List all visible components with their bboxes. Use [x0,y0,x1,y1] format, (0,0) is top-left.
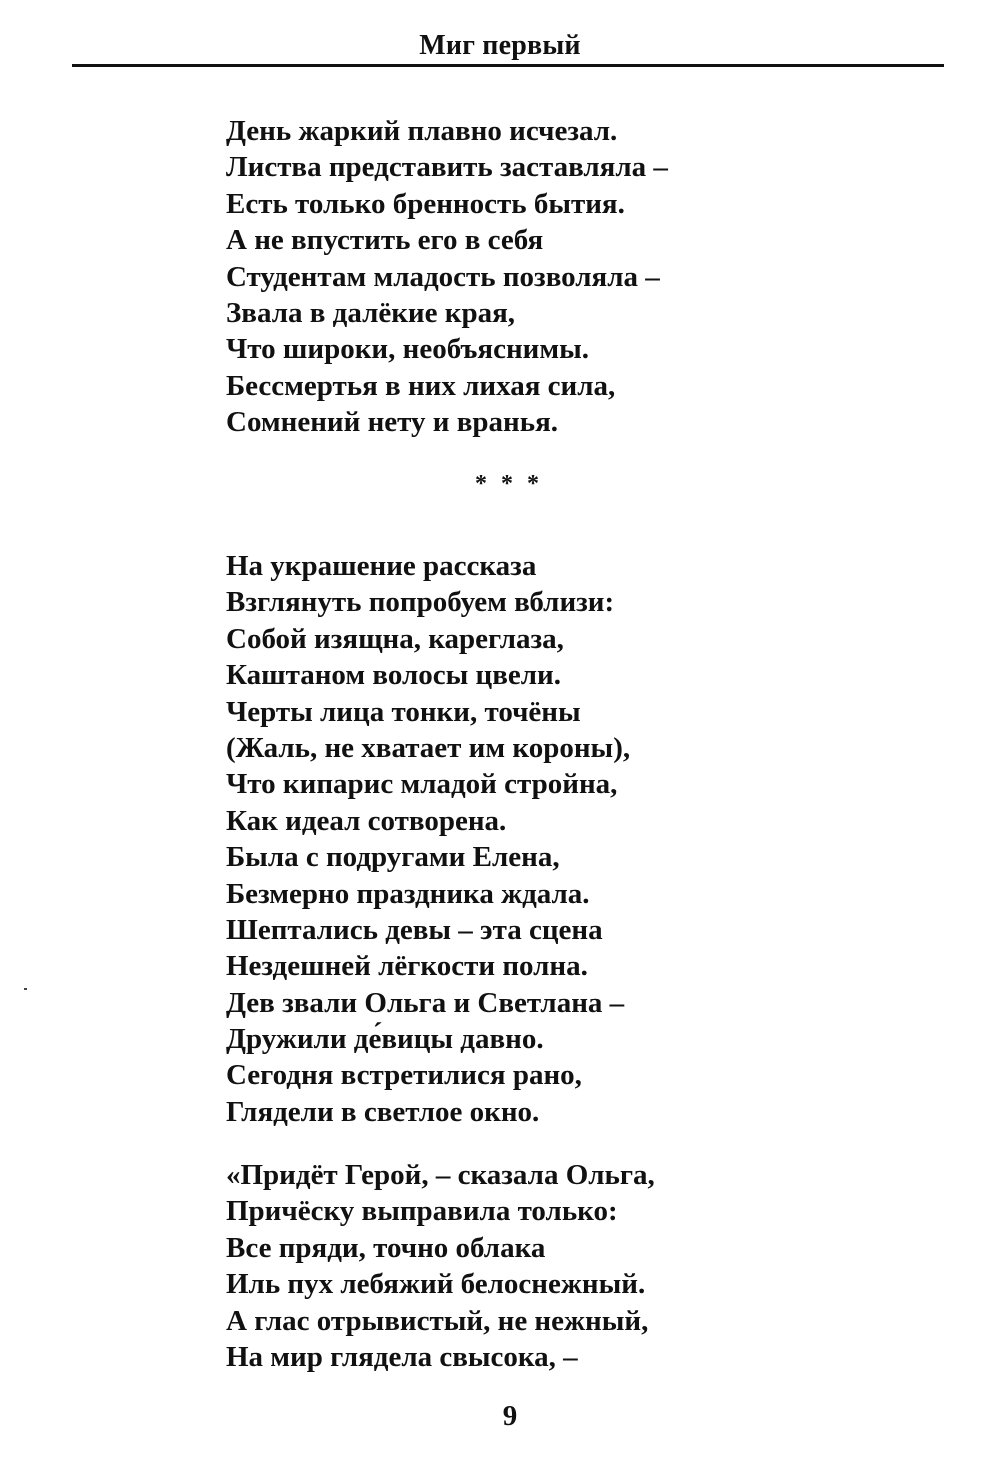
poem-line: Иль пух лебяжий белоснежный. [226,1268,646,1301]
poem-line: Все пряди, точно облака [226,1231,546,1264]
poem-line: Глядели в светлое окно. [226,1095,540,1128]
poem-line: Что широки, необъяснимы. [226,333,590,366]
poem-line: Есть только бренность бытия. [226,187,625,220]
poem-line: На мир глядела свысока, – [226,1340,578,1373]
poem-line: Собой изящна, кареглаза, [226,622,564,655]
poem-line: Студентам младость позволяла – [226,260,660,293]
poem-line: Каштаном волосы цвели. [226,659,561,692]
poem-line: Сегодня встретилися рано, [226,1059,582,1092]
poem-line: Черты лица тонки, точёны [226,695,581,728]
running-header-title: Миг первый [419,30,581,61]
scan-speck [24,988,27,990]
poem-line: Причёску выправила только: [226,1195,618,1228]
header-rule [72,64,944,67]
poem-line: А глас отрывистый, не нежный, [226,1304,649,1337]
poem-line: Была с подругами Елена, [226,841,560,874]
poem-line: Как идеал сотворена. [226,804,507,837]
poem-line: Дев звали Ольга и Светлана – [226,986,625,1019]
poem-line: Шептались девы – эта сцена [226,913,603,946]
poem-line: Нездешней лёгкости полна. [226,950,588,983]
poem-line: А не впустить его в себя [226,224,544,257]
poem-line: День жаркий плавно исчезал. [226,115,618,147]
poem-line: (Жаль, не хватает им короны), [226,731,631,764]
poem-line: Звала в далёкие края, [226,296,516,329]
poem-stanza-1 [226,113,926,441]
poem-line: Сомнений нету и вранья. [226,406,559,439]
poem-line: Что кипарис младой стройна, [226,768,618,801]
poem-line: «Придёт Герой, – сказала Ольга, [226,1159,655,1191]
poem-line: На украшение рассказа [226,550,537,582]
section-separator: * * * [475,471,543,497]
poem-line: Бессмертья в них лихая сила, [226,369,616,402]
poem-line: Листва представить заставляла – [226,151,668,184]
poem-line: Дружили де́вицы давно. [226,1023,544,1056]
poem-stanza-3 [226,1157,926,1375]
poem-line: Взглянуть попробуем вблизи: [226,586,615,619]
poem-line: Безмерно праздника ждала. [226,877,590,910]
page-number: 9 [502,1400,518,1432]
poem-stanza-2 [226,548,926,1130]
